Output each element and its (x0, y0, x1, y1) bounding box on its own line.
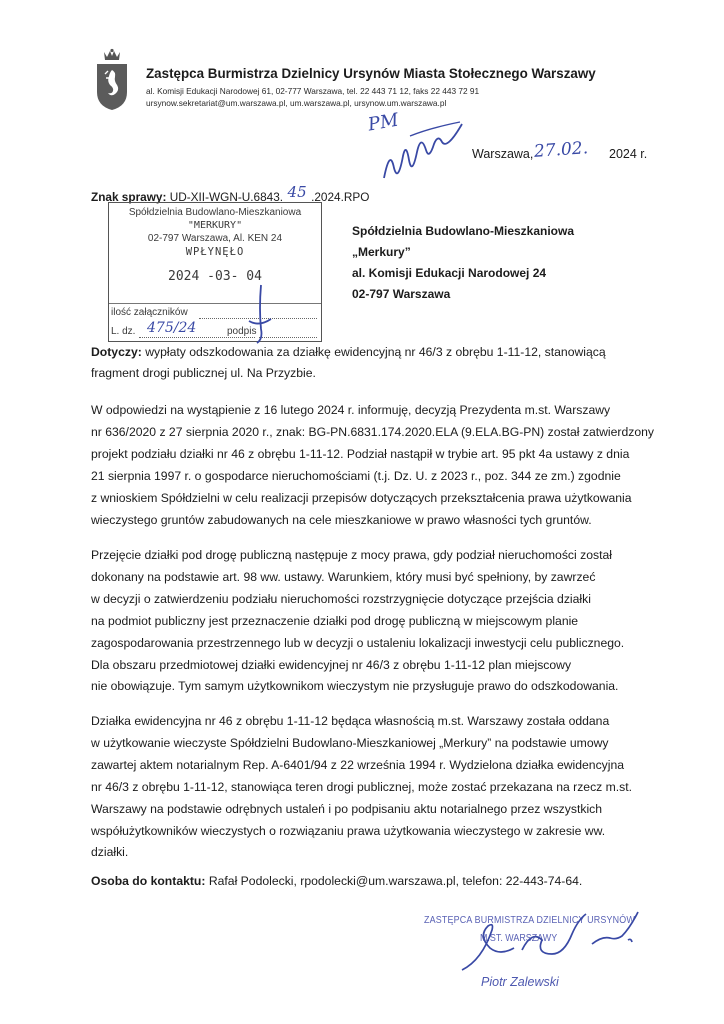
contact (91, 874, 582, 888)
stamp-line-2: "MERKURY" (187, 220, 243, 231)
paragraph-line: działki. (91, 845, 129, 860)
stamp-line-3: 02-797 Warszawa, Al. KEN 24 (147, 233, 283, 244)
case-number-prefix: UD-XII-WGN-U.6843. (169, 190, 284, 204)
stamp-signature-mark-icon (245, 281, 275, 347)
received-stamp (108, 202, 322, 342)
stamp-ref-label: L. dz. (111, 326, 136, 337)
subject (91, 342, 651, 384)
contact-text: Rafał Podolecki, rpodolecki@um.warszawa.pl, telefon: 22-443-74-64. (208, 874, 583, 888)
date-handwritten: 27.02. (533, 138, 589, 162)
paragraph-line: Dla obszaru przedmiotowej działki ewidencyjnej nr 46/3 z obrębu 1-11-12 plan miejscowy (91, 657, 572, 672)
recipient-line-3: al. Komisji Edukacji Narodowej 24 (352, 266, 547, 280)
stamp-attachments-label: ilość załączników (111, 307, 188, 318)
recipient-line-2: „Merkury” (352, 245, 411, 259)
paragraph-line: wieczystego gruntów zabudowanych na cele mieszkaniowe w prawo własności tych gruntów. (91, 512, 592, 527)
paragraph-line: 21 sierpnia 1997 r. o gospodarce nieruchomościami (t.j. Dz. U. z 2023 r., poz. 344 ze zm.) zgodnie (91, 468, 621, 483)
paragraph-line: projekt podziału działki nr 46 z obrębu 1-11-12. Podział nastąpił w trybie art. 95 pkt 4a ustawy z dnia (91, 446, 630, 461)
header-email-line: ursynow.sekretariat@um.warszawa.pl, um.warszawa.pl, ursynow.um.warszawa.pl (146, 98, 447, 108)
signatory-name: Piotr Zalewski (481, 975, 559, 989)
paragraph-1 (91, 400, 654, 531)
paragraph-2 (91, 545, 651, 698)
stamp-ref-line (139, 337, 255, 338)
header-title: Zastępca Burmistrza Dzielnicy Ursynów Miasta Stołecznego Warszawy (146, 66, 596, 81)
case-number-suffix: .2024.RPO (311, 190, 370, 204)
paragraph-line: w decyzji o zatwierdzeniu podziału nieruchomości rozstrzygnięcie dotyczące przejścia działki (91, 591, 591, 606)
recipient-line-1: Spółdzielnia Budowlano-Mieszkaniowa (352, 224, 575, 238)
paragraph-line: z wnioskiem Spółdzielni w celu realizacji przepisów dotyczących przekształcenia prawa użytkowania (91, 490, 632, 505)
paragraph-line: Przejęcie działki pod drogę publiczną następuje z mocy prawa, gdy podział nieruchomości został (91, 548, 612, 562)
stamp-ref-number: 475/24 (147, 320, 197, 336)
paragraph-line: Warszawy na podstawie odrębnych ustaleń i po podpisaniu aktu notarialnego przez wszystkich (91, 801, 603, 816)
received-stamp-header (109, 203, 321, 304)
signature-stamp-line-2: M.ST. WARSZAWY (480, 932, 558, 944)
subject-text: wypłaty odszkodowania za działkę ewidencyjną nr 46/3 z obrębu 1-11-12, stanowiącą fragment drogi publicznej ul. Na Przyzbie. (91, 345, 606, 380)
paragraph-line: zawartej aktem notarialnym Rep. A-6401/94 z 22 września 1994 r. Wydzielona działka ewidencyjna (91, 757, 625, 772)
stamp-line-1: Spółdzielnia Budowlano-Mieszkaniowa (128, 207, 302, 218)
case-number-handwritten: 45 (287, 183, 307, 201)
signature-stamp-line-1: ZASTĘPCA BURMISTRZA DZIELNICY URSYNÓW (424, 914, 635, 926)
date-city: Warszawa, (472, 147, 534, 161)
signature-icon (452, 900, 652, 980)
paragraph-line: dokonany na podstawie art. 98 ww. ustawy. Warunkiem, który musi być spełniony, by zawrzeć (91, 569, 596, 584)
paragraph-line: W odpowiedzi na wystąpienie z 16 lutego 2024 r. informuję, decyzją Prezydenta m.st. Warszawy (91, 403, 611, 417)
date-year: 2024 r. (609, 147, 648, 161)
coat-of-arms-icon (92, 48, 132, 112)
paragraph-line: nie obowiązuje. Tym samym użytkownikom wieczystym nie przysługuje prawo do odszkodowania. (91, 679, 619, 694)
handwritten-paraph-icon (380, 118, 470, 188)
recipient-line-4: 02-797 Warszawa (352, 287, 451, 301)
handwritten-initials: PM (366, 109, 401, 136)
subject-label: Dotyczy: (91, 345, 142, 359)
stamp-date: 2024 -03- 04 (168, 269, 262, 284)
stamp-signature-label: podpis (227, 326, 257, 337)
paragraph-line: nr 46/3 z obrębu 1-11-12, stanowiąca teren drogi publicznej, może zostać przekazana na rzecz m.st. (91, 779, 633, 794)
paragraph-line: w użytkowanie wieczyste Spółdzielni Budowlano-Mieszkaniowej „Merkury” na podstawie umowy (91, 735, 609, 750)
stamp-line-4: WPŁYNĘŁO (185, 246, 245, 258)
case-number-label: Znak sprawy: (91, 190, 167, 204)
contact-label: Osoba do kontaktu: (91, 874, 206, 888)
header-address: al. Komisji Edukacji Narodowej 61, 02-777 Warszawa, tel. 22 443 71 12, faks 22 443 72 91 (146, 86, 480, 96)
paragraph-line: zagospodarowania przestrzennego lub w decyzji o ustaleniu lokalizacji inwestycji celu publicznego. (91, 635, 625, 650)
paragraph-3 (91, 711, 651, 864)
paragraph-line: na podmiot publiczny jest przeznaczenie działki pod drogę publiczną w miejscowym planie (91, 613, 579, 628)
paragraph-line: współużytkowników wieczystych o rozwiązaniu prawa użytkowania wieczystego w zakresie ww. (91, 823, 606, 838)
paragraph-line: nr 636/2020 z 27 sierpnia 2020 r., znak: BG-PN.6831.174.2020.ELA (9.ELA.BG-PN) został zatwierdzony (91, 424, 654, 439)
paragraph-line: Działka ewidencyjna nr 46 z obrębu 1-11-12 będąca własnością m.st. Warszawy została oddana (91, 714, 610, 728)
